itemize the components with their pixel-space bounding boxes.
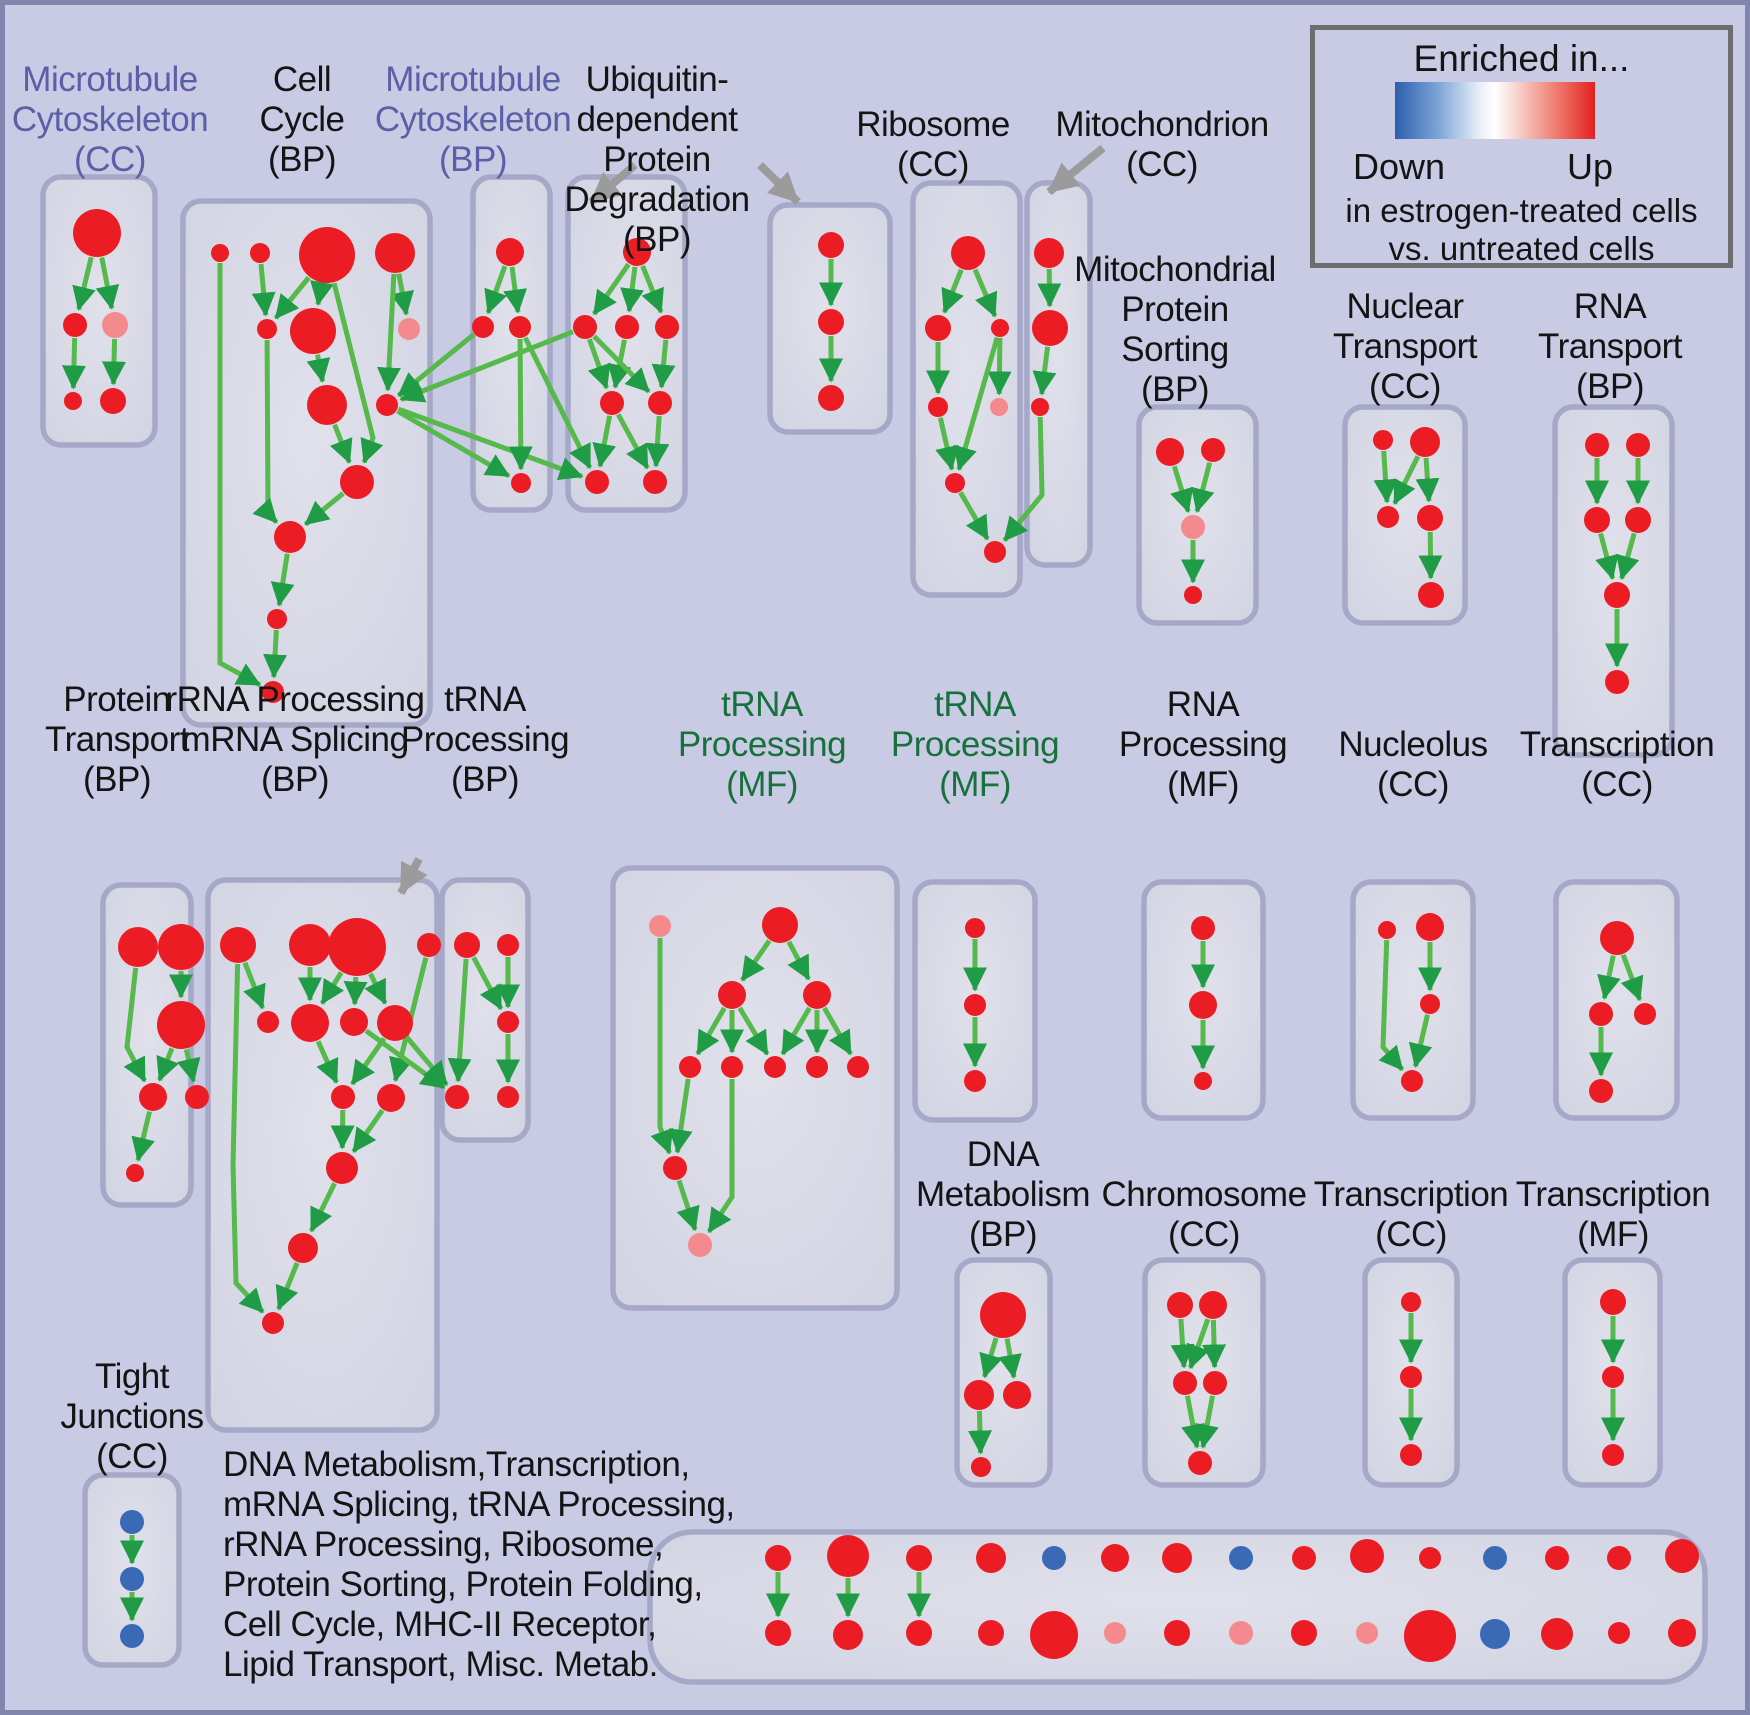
go-term-node-s2 xyxy=(1201,438,1225,462)
go-term-node-b9 xyxy=(376,394,398,416)
go-term-node-n1 xyxy=(1373,430,1393,450)
label-ubiquitin: Ubiquitin- dependent Protein Degradation (BP) xyxy=(564,60,750,259)
go-term-node-pt3 xyxy=(157,1001,205,1049)
go-term-node-y2 xyxy=(1589,1002,1613,1026)
label-protein-transport: Protein Transport (BP) xyxy=(45,680,189,799)
go-term-node-r8 xyxy=(377,1005,413,1041)
go-term-node-sb2 xyxy=(1030,1611,1078,1659)
go-term-node-st9 xyxy=(1483,1546,1507,1570)
label-rrna-mrna: rRNA Processing mRNA Splicing (BP) xyxy=(165,680,425,799)
edge-d2-d4 xyxy=(979,1411,980,1453)
go-term-node-mt1 xyxy=(1034,238,1064,268)
go-term-node-w1 xyxy=(1191,916,1215,940)
go-term-node-x3 xyxy=(1420,994,1440,1014)
label-dna-metabolism: DNA Metabolism (BP) xyxy=(916,1135,1090,1254)
go-term-node-t1 xyxy=(1585,433,1609,457)
go-term-node-f3 xyxy=(1602,1444,1624,1466)
go-term-node-q1 xyxy=(818,232,844,258)
go-term-node-sb7 xyxy=(1356,1622,1378,1644)
go-term-node-sb4 xyxy=(1164,1620,1190,1646)
go-term-node-b3 xyxy=(299,227,355,283)
go-term-node-r9 xyxy=(331,1085,355,1109)
label-mitochondrion: Mitochondrion (CC) xyxy=(1055,105,1269,184)
go-term-node-pt6 xyxy=(126,1164,144,1182)
go-term-node-sb5 xyxy=(1229,1621,1253,1645)
go-term-node-u8 xyxy=(643,470,667,494)
cluster-box-chromosome xyxy=(1145,1260,1263,1485)
go-term-node-r3 xyxy=(328,918,386,976)
go-term-node-g7 xyxy=(806,1056,828,1078)
cluster-box-rna-transport xyxy=(1555,407,1672,755)
label-tight-junctions: Tight Junctions (CC) xyxy=(60,1357,204,1476)
go-term-node-g4 xyxy=(679,1056,701,1078)
label-mito-sorting: Mitochondrial Protein Sorting (BP) xyxy=(1074,250,1276,409)
edge-r9-r12 xyxy=(342,1110,343,1148)
label-rna-transport: RNA Transport (BP) xyxy=(1538,287,1682,406)
go-term-node-u2 xyxy=(573,315,597,339)
label-transcription-mf: Transcription (MF) xyxy=(1515,1175,1711,1254)
edge-b12-b13 xyxy=(274,630,277,677)
go-term-node-u4 xyxy=(655,315,679,339)
go-term-node-v1 xyxy=(965,918,985,938)
go-term-node-c2 xyxy=(1199,1291,1227,1319)
enrichment-gradient-bar xyxy=(1395,82,1595,139)
go-term-node-d2 xyxy=(964,1380,994,1410)
go-term-node-rb1 xyxy=(951,236,985,270)
go-term-node-g9 xyxy=(663,1156,687,1180)
go-term-node-bp2b xyxy=(833,1620,863,1650)
go-term-node-g2 xyxy=(718,981,746,1009)
label-trna-bp: tRNA Processing (BP) xyxy=(400,680,570,799)
go-term-node-q2 xyxy=(818,309,844,335)
go-term-node-b10 xyxy=(340,465,374,499)
label-nucleolus: Nucleolus (CC) xyxy=(1338,725,1488,804)
go-term-node-c4 xyxy=(1203,1371,1227,1395)
go-term-node-y1 xyxy=(1600,921,1634,955)
go-term-node-pt4 xyxy=(139,1083,167,1111)
go-term-node-t4 xyxy=(1625,507,1651,533)
legend-title: Enriched in... xyxy=(1413,38,1630,79)
go-term-node-b6 xyxy=(290,308,336,354)
go-term-node-d3 xyxy=(1003,1381,1031,1409)
go-term-node-e2 xyxy=(1400,1366,1422,1388)
go-term-node-sb12 xyxy=(1668,1619,1696,1647)
go-term-node-a5 xyxy=(100,388,126,414)
cluster-box-nuclear-transport xyxy=(1345,407,1465,623)
edge-r3-r7 xyxy=(355,977,356,1004)
label-rna-processing-mf: RNA Processing (MF) xyxy=(1118,685,1288,804)
go-term-node-m1 xyxy=(496,238,524,266)
go-term-node-c5 xyxy=(1188,1451,1212,1475)
go-term-node-st10 xyxy=(1545,1546,1569,1570)
go-term-node-r14 xyxy=(262,1312,284,1334)
go-term-node-sb8 xyxy=(1404,1610,1456,1662)
label-trna-mf-2: tRNA Processing (MF) xyxy=(890,685,1060,804)
go-term-node-x4 xyxy=(1401,1070,1423,1092)
go-term-node-b4 xyxy=(375,233,415,273)
go-term-node-sb10 xyxy=(1541,1618,1573,1650)
go-term-node-r7 xyxy=(340,1008,368,1036)
go-term-node-b12 xyxy=(267,609,287,629)
go-term-node-d1 xyxy=(980,1292,1026,1338)
go-term-node-sb9 xyxy=(1480,1619,1510,1649)
go-term-node-st11 xyxy=(1607,1546,1631,1570)
go-term-node-j2 xyxy=(120,1567,144,1591)
go-term-node-n4 xyxy=(1417,505,1443,531)
go-term-node-bp1t xyxy=(765,1545,791,1571)
edge-c2-c4 xyxy=(1213,1320,1214,1367)
go-term-node-s4 xyxy=(1184,586,1202,604)
go-term-node-d4 xyxy=(971,1457,991,1477)
go-term-node-n2 xyxy=(1410,427,1440,457)
go-term-node-a3 xyxy=(102,312,128,338)
edge-n2-n4 xyxy=(1426,458,1429,501)
go-term-node-c3 xyxy=(1173,1371,1197,1395)
go-term-node-bp3b xyxy=(906,1620,932,1646)
go-term-node-st4 xyxy=(1162,1543,1192,1573)
go-term-node-j1 xyxy=(120,1510,144,1534)
go-term-node-bp3t xyxy=(906,1545,932,1571)
go-term-node-r12 xyxy=(326,1152,358,1184)
go-term-node-b11 xyxy=(274,521,306,553)
go-term-node-b8 xyxy=(307,385,347,425)
legend-caption-line2: vs. untreated cells xyxy=(1388,230,1655,267)
go-term-node-b1 xyxy=(211,244,229,262)
go-term-node-st12 xyxy=(1665,1539,1699,1573)
label-nuclear-transport: Nuclear Transport (CC) xyxy=(1333,287,1477,406)
go-term-node-m3 xyxy=(509,316,531,338)
go-term-node-m4 xyxy=(511,473,531,493)
go-term-node-rb2 xyxy=(925,315,951,341)
edge-c1-c3 xyxy=(1181,1319,1184,1367)
label-microtubule-bp: Microtubule Cytoskeleton (BP) xyxy=(374,60,572,179)
go-term-node-s3 xyxy=(1181,515,1205,539)
go-term-node-rb6 xyxy=(945,473,965,493)
go-term-node-st6 xyxy=(1292,1546,1316,1570)
go-term-node-rb5 xyxy=(990,398,1008,416)
go-term-node-r13 xyxy=(288,1233,318,1263)
go-term-node-st7 xyxy=(1350,1539,1384,1573)
go-term-node-b5 xyxy=(257,319,277,339)
go-term-node-k5 xyxy=(497,1086,519,1108)
go-term-node-pt2 xyxy=(158,924,204,970)
go-term-node-w2 xyxy=(1189,991,1217,1019)
go-term-node-c1 xyxy=(1167,1292,1193,1318)
go-term-node-j3 xyxy=(120,1624,144,1648)
go-term-node-t3 xyxy=(1584,507,1610,533)
label-ribosome: Ribosome (CC) xyxy=(856,105,1010,184)
enrichment-legend xyxy=(1310,25,1733,268)
go-term-node-a2 xyxy=(63,313,87,337)
label-cell-cycle: Cell Cycle (BP) xyxy=(259,60,345,179)
go-term-node-r6 xyxy=(291,1004,329,1042)
go-term-node-a1 xyxy=(73,209,121,257)
legend-up-label: Up xyxy=(1567,146,1614,187)
go-term-node-k4 xyxy=(445,1085,469,1109)
go-term-node-sb3 xyxy=(1104,1622,1126,1644)
edge-u6-u8 xyxy=(656,416,659,466)
go-term-node-v3 xyxy=(964,1070,986,1092)
label-trna-mf-1: tRNA Processing (MF) xyxy=(677,685,847,804)
go-term-node-v2 xyxy=(964,994,986,1016)
go-term-node-r10 xyxy=(377,1084,405,1112)
go-term-node-b7 xyxy=(398,318,420,340)
go-term-node-k1 xyxy=(454,932,480,958)
go-term-node-mt2 xyxy=(1032,310,1068,346)
go-term-node-st1 xyxy=(976,1543,1006,1573)
go-term-node-t6 xyxy=(1605,670,1629,694)
go-term-node-k2 xyxy=(497,934,519,956)
legend-down-label: Down xyxy=(1353,146,1446,187)
go-term-node-r1 xyxy=(220,927,256,963)
go-term-node-q3 xyxy=(818,385,844,411)
go-term-node-b2 xyxy=(250,243,270,263)
go-term-node-sb11 xyxy=(1608,1622,1630,1644)
go-term-node-x2 xyxy=(1416,913,1444,941)
go-term-node-g1 xyxy=(762,907,798,943)
edge-mt1-mt2 xyxy=(1049,269,1050,306)
go-term-node-r4 xyxy=(417,933,441,957)
go-term-node-p1 xyxy=(649,915,671,937)
go-term-node-st8 xyxy=(1419,1547,1441,1569)
go-term-node-u7 xyxy=(585,470,609,494)
go-term-node-a4 xyxy=(64,392,82,410)
go-term-node-st3 xyxy=(1101,1544,1129,1572)
go-term-node-r5 xyxy=(257,1011,279,1033)
legend-caption-line1: in estrogen-treated cells xyxy=(1345,192,1698,229)
go-term-node-t2 xyxy=(1626,433,1650,457)
go-term-node-e3 xyxy=(1400,1444,1422,1466)
go-term-node-n3 xyxy=(1377,506,1399,528)
edge-m3-m4 xyxy=(520,339,521,469)
label-transcription-cc-1: Transcription (CC) xyxy=(1519,725,1715,804)
go-term-node-r2 xyxy=(289,924,331,966)
go-term-node-rb3 xyxy=(991,319,1009,337)
go-term-node-pt1 xyxy=(118,927,158,967)
go-term-node-rb4 xyxy=(928,397,948,417)
edge-a2-a4 xyxy=(73,338,74,388)
go-term-node-x1 xyxy=(1378,921,1396,939)
go-term-node-g3 xyxy=(803,981,831,1009)
go-term-node-y3 xyxy=(1634,1003,1656,1025)
label-chromosome: Chromosome (CC) xyxy=(1101,1175,1307,1254)
go-term-node-w3 xyxy=(1194,1072,1212,1090)
label-transcription-cc-2: Transcription (CC) xyxy=(1313,1175,1509,1254)
go-term-node-sb1 xyxy=(978,1620,1004,1646)
go-term-node-y4 xyxy=(1589,1079,1613,1103)
go-term-node-u6 xyxy=(648,391,672,415)
edge-rb3-rb5 xyxy=(999,338,1000,394)
go-term-node-mt3 xyxy=(1031,398,1049,416)
edge-n4-n5 xyxy=(1430,532,1431,578)
misc-categories-text: DNA Metabolism,Transcription, mRNA Splicing, tRNA Processing, rRNA Processing, Ribosome, Protein Sorting, Protein Folding, Cell Cycle, MHC-II Receptor, Lipid Transport, Misc. Metab. xyxy=(223,1445,735,1684)
go-term-node-n5 xyxy=(1418,582,1444,608)
go-term-node-m2 xyxy=(472,316,494,338)
go-term-node-u3 xyxy=(615,315,639,339)
go-term-node-pt5 xyxy=(185,1085,209,1109)
go-term-node-s1 xyxy=(1156,438,1184,466)
go-term-node-st5 xyxy=(1229,1546,1253,1570)
ubiquitin-arrow-right xyxy=(760,165,798,202)
go-term-node-st2 xyxy=(1042,1546,1066,1570)
go-term-node-e1 xyxy=(1401,1292,1421,1312)
go-term-node-g8 xyxy=(847,1056,869,1078)
cluster-box-rrna-mrna xyxy=(208,880,437,1430)
label-microtubule-cc: Microtubule Cytoskeleton (CC) xyxy=(11,60,209,179)
edge-a3-a5 xyxy=(113,339,114,384)
go-term-node-u5 xyxy=(600,391,624,415)
go-term-node-rb7 xyxy=(984,541,1006,563)
go-term-node-g6 xyxy=(764,1056,786,1078)
go-term-node-k3 xyxy=(497,1011,519,1033)
go-term-node-sb6 xyxy=(1291,1620,1317,1646)
go-term-node-bp1b xyxy=(765,1620,791,1646)
go-term-node-t5 xyxy=(1604,582,1630,608)
go-term-node-f2 xyxy=(1602,1366,1624,1388)
go-term-node-g5 xyxy=(721,1056,743,1078)
go-term-node-bp2t xyxy=(827,1535,869,1577)
go-term-node-g10 xyxy=(688,1233,712,1257)
go-term-node-f1 xyxy=(1600,1289,1626,1315)
cluster-box-transcription-cc-1 xyxy=(1556,882,1677,1118)
edge-n1-n3 xyxy=(1384,451,1387,502)
